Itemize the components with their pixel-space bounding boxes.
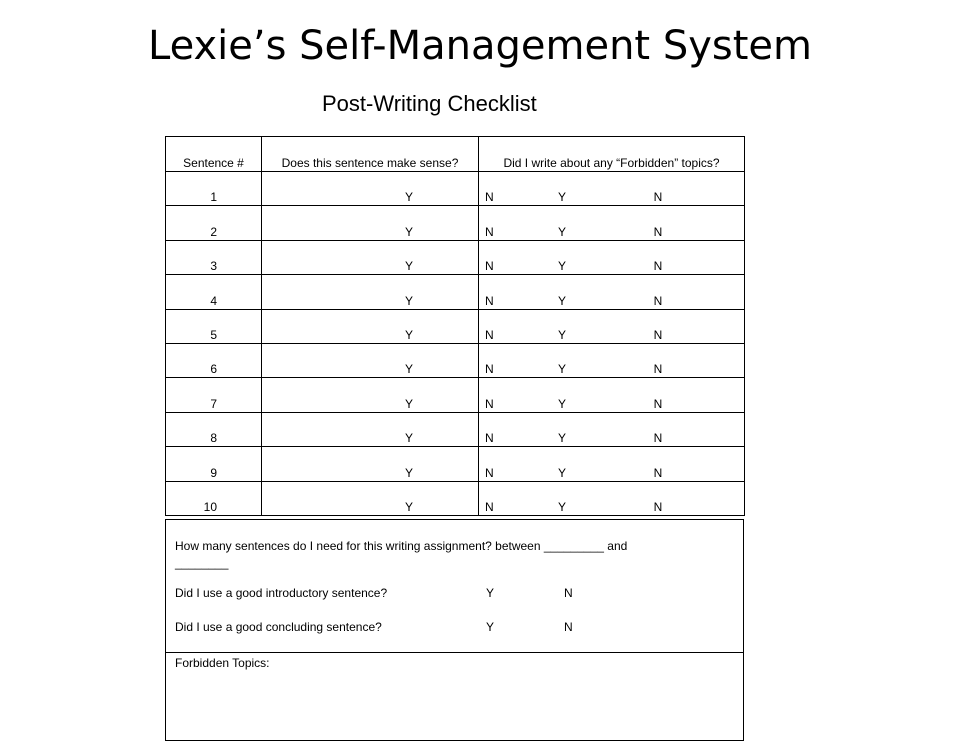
forbidden-no-option[interactable]: N xyxy=(653,293,663,308)
makes-sense-cell xyxy=(262,447,494,481)
forbidden-topic-cell xyxy=(479,275,745,309)
forbidden-yes-option[interactable]: Y xyxy=(557,224,566,239)
makes-sense-yes-option[interactable]: Y xyxy=(405,259,414,274)
table-row xyxy=(166,447,745,481)
forbidden-no-option[interactable]: N xyxy=(653,259,663,274)
forbidden-yes-option[interactable]: Y xyxy=(557,396,566,411)
forbidden-yes-option[interactable]: Y xyxy=(557,327,566,342)
slide-title: Lexie’s Self-Management System xyxy=(148,23,812,69)
makes-sense-yes-option[interactable]: Y xyxy=(405,293,414,308)
forbidden-yes-option[interactable]: Y xyxy=(557,465,566,480)
makes-sense-no-option[interactable]: N xyxy=(485,327,494,342)
makes-sense-cell xyxy=(262,240,494,274)
makes-sense-yes-option[interactable]: Y xyxy=(405,327,414,342)
makes-sense-yes-option[interactable]: Y xyxy=(405,499,414,514)
sentence-number: 5 xyxy=(166,309,262,343)
forbidden-topic-cell xyxy=(479,172,745,206)
makes-sense-no-option[interactable]: N xyxy=(485,190,494,205)
sentence-number: 9 xyxy=(166,447,262,481)
header-makes-sense: Does this sentence make sense? xyxy=(262,137,479,172)
sentence-number: 1 xyxy=(166,172,262,206)
sentence-number: 2 xyxy=(166,206,262,240)
table-row xyxy=(166,343,745,377)
makes-sense-yes-option[interactable]: Y xyxy=(405,224,414,239)
table-row xyxy=(166,206,745,240)
table-row xyxy=(166,309,745,343)
section-divider xyxy=(166,652,743,653)
makes-sense-no-option[interactable]: N xyxy=(485,499,494,514)
sentence-number: 8 xyxy=(166,412,262,446)
forbidden-topic-cell xyxy=(479,412,745,446)
forbidden-no-option[interactable]: N xyxy=(653,362,663,377)
forbidden-yes-option[interactable]: Y xyxy=(557,293,566,308)
makes-sense-cell xyxy=(262,172,494,206)
sentence-number: 3 xyxy=(166,240,262,274)
forbidden-no-option[interactable]: N xyxy=(653,224,663,239)
concluding-no-option[interactable]: N xyxy=(564,620,573,634)
forbidden-topic-cell xyxy=(479,206,745,240)
forbidden-yes-option[interactable]: Y xyxy=(557,190,566,205)
forbidden-topic-cell xyxy=(479,343,745,377)
makes-sense-yes-option[interactable]: Y xyxy=(405,362,414,377)
makes-sense-cell xyxy=(262,378,494,412)
concluding-question: Did I use a good concluding sentence? xyxy=(175,620,382,634)
forbidden-topic-cell xyxy=(479,447,745,481)
sentence-number: 7 xyxy=(166,378,262,412)
makes-sense-cell xyxy=(262,275,494,309)
makes-sense-no-option[interactable]: N xyxy=(485,465,494,480)
sentence-number: 4 xyxy=(166,275,262,309)
header-sentence-number: Sentence # xyxy=(166,137,262,172)
makes-sense-cell xyxy=(262,412,494,446)
table-header-row xyxy=(166,137,745,172)
makes-sense-yes-option[interactable]: Y xyxy=(405,465,414,480)
table-row xyxy=(166,481,745,515)
forbidden-no-option[interactable]: N xyxy=(653,327,663,342)
makes-sense-no-option[interactable]: N xyxy=(485,431,494,446)
makes-sense-no-option[interactable]: N xyxy=(485,259,494,274)
introductory-question: Did I use a good introductory sentence? xyxy=(175,586,388,600)
forbidden-yes-option[interactable]: Y xyxy=(557,259,566,274)
forbidden-no-option[interactable]: N xyxy=(653,465,663,480)
forbidden-no-option[interactable]: N xyxy=(653,190,663,205)
forbidden-yes-option[interactable]: Y xyxy=(557,362,566,377)
forbidden-topic-cell xyxy=(479,481,745,515)
makes-sense-cell xyxy=(262,206,494,240)
makes-sense-no-option[interactable]: N xyxy=(485,293,494,308)
forbidden-no-option[interactable]: N xyxy=(653,431,663,446)
header-forbidden-topics: Did I write about any “Forbidden” topics? xyxy=(479,137,745,172)
sentence-count-blank: ________ xyxy=(175,556,229,570)
table-row xyxy=(166,172,745,206)
table-row xyxy=(166,275,745,309)
makes-sense-yes-option[interactable]: Y xyxy=(405,431,414,446)
sentence-count-question: How many sentences do I need for this writing assignment? between _________ and xyxy=(175,539,628,553)
forbidden-yes-option[interactable]: Y xyxy=(557,431,566,446)
forbidden-no-option[interactable]: N xyxy=(653,396,663,411)
concluding-yes-option[interactable]: Y xyxy=(486,620,495,634)
makes-sense-yes-option[interactable]: Y xyxy=(405,190,414,205)
checklist-title: Post-Writing Checklist xyxy=(322,91,537,116)
forbidden-no-option[interactable]: N xyxy=(653,499,663,514)
forbidden-topic-cell xyxy=(479,240,745,274)
forbidden-yes-option[interactable]: Y xyxy=(557,499,566,514)
makes-sense-no-option[interactable]: N xyxy=(485,224,494,239)
forbidden-topics-label: Forbidden Topics: xyxy=(175,656,270,670)
forbidden-topic-cell xyxy=(479,378,745,412)
sentence-number: 6 xyxy=(166,343,262,377)
introductory-no-option[interactable]: N xyxy=(564,586,573,600)
makes-sense-cell xyxy=(262,481,494,515)
makes-sense-cell xyxy=(262,343,494,377)
forbidden-topic-cell xyxy=(479,309,745,343)
makes-sense-cell xyxy=(262,309,494,343)
makes-sense-no-option[interactable]: N xyxy=(485,362,494,377)
table-row xyxy=(166,240,745,274)
makes-sense-yes-option[interactable]: Y xyxy=(405,396,414,411)
sentence-checklist-table xyxy=(165,136,745,516)
summary-questions-box xyxy=(165,519,744,741)
table-row xyxy=(166,412,745,446)
introductory-yes-option[interactable]: Y xyxy=(486,586,495,600)
sentence-number: 10 xyxy=(166,481,262,515)
makes-sense-no-option[interactable]: N xyxy=(485,396,494,411)
table-row xyxy=(166,378,745,412)
